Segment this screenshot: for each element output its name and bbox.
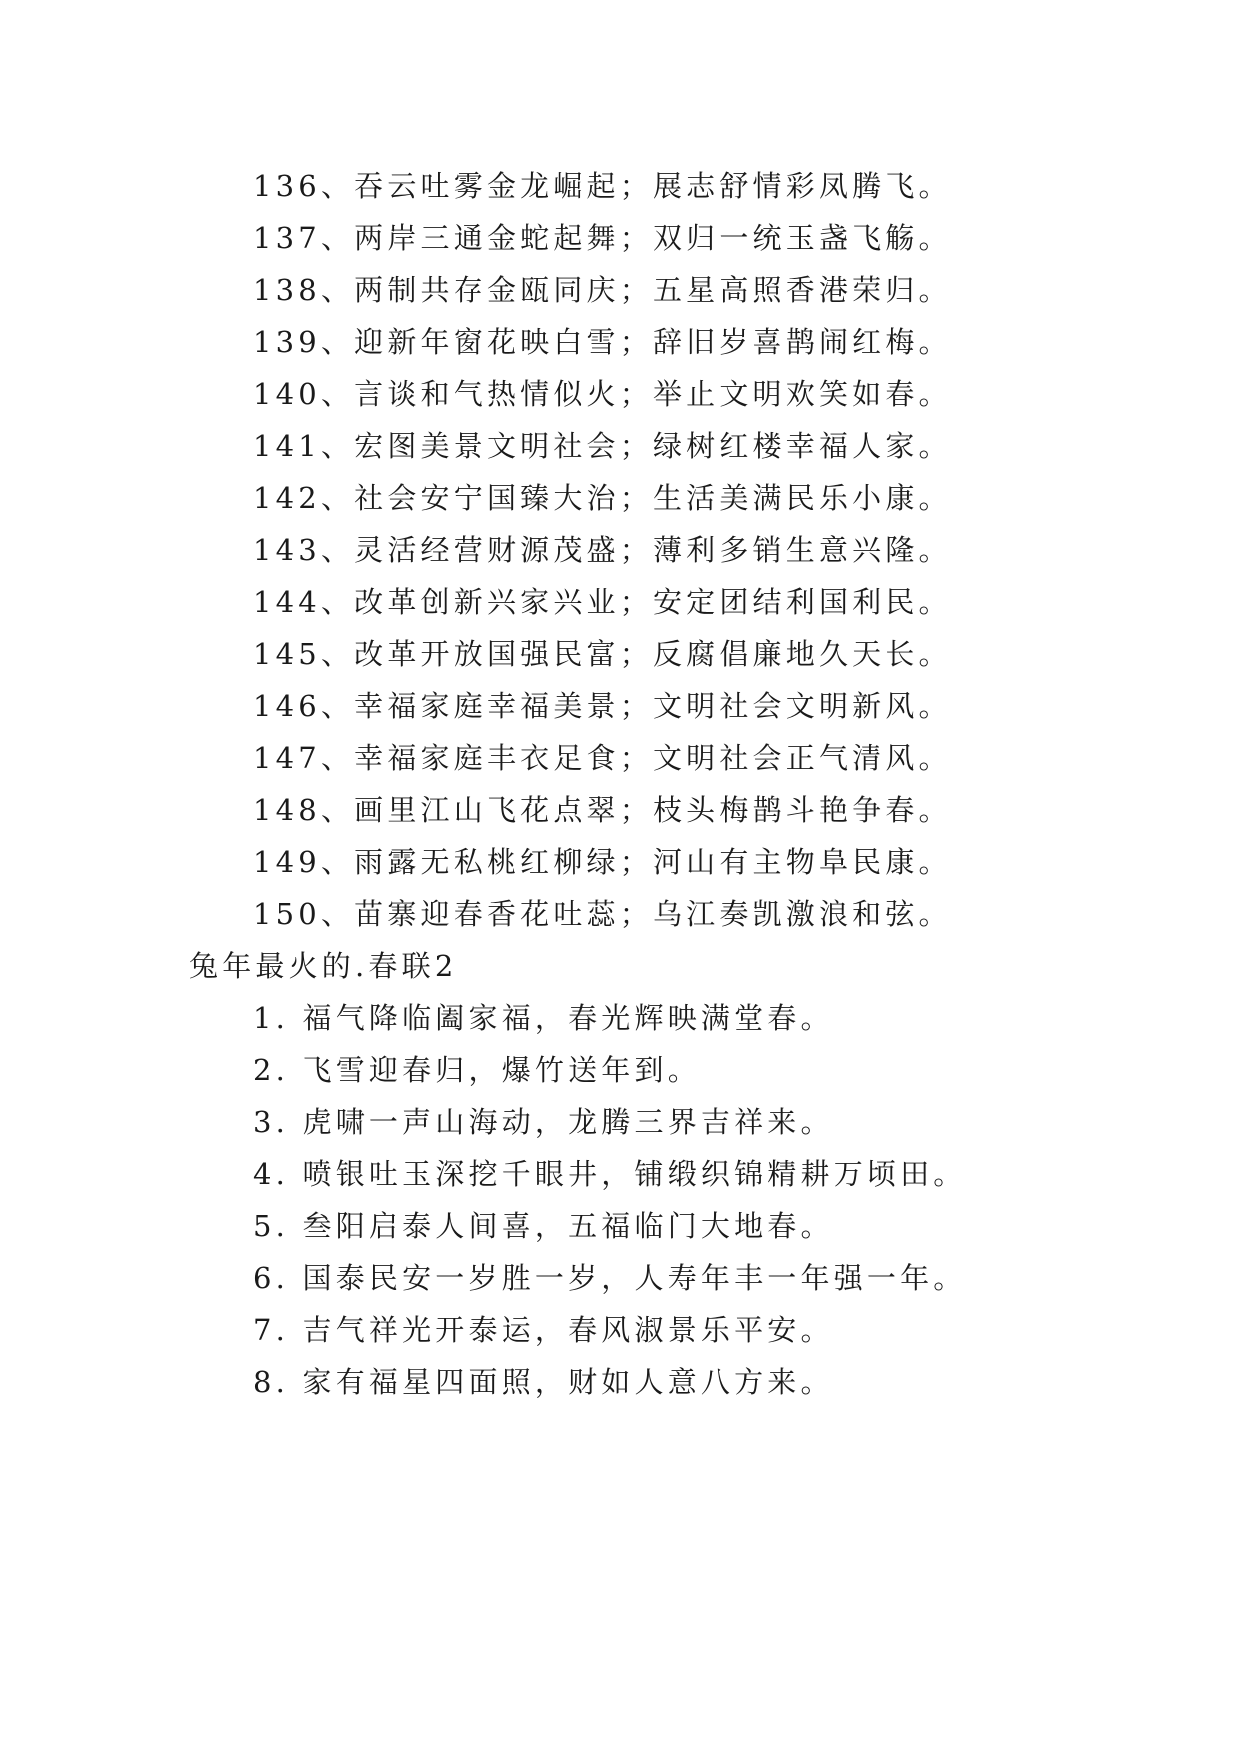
couplet-number: 148 bbox=[253, 793, 321, 827]
couplet-line bbox=[253, 166, 952, 206]
list-separator: 、 bbox=[320, 169, 355, 203]
couplet-text: 宏图美景文明社会；绿树红楼幸福人家。 bbox=[354, 429, 952, 463]
couplet-number: 4 bbox=[253, 1157, 276, 1191]
couplet-text: 灵活经营财源茂盛；薄利多销生意兴隆。 bbox=[354, 533, 952, 567]
couplet-number: 5 bbox=[253, 1209, 276, 1243]
list-separator: 、 bbox=[320, 741, 355, 775]
couplet-number: 139 bbox=[253, 325, 321, 359]
couplet-line bbox=[253, 1206, 834, 1246]
couplet-text: 画里江山飞花点翠；枝头梅鹊斗艳争春。 bbox=[354, 793, 952, 827]
list-separator: 、 bbox=[320, 897, 355, 931]
couplet-number: 142 bbox=[253, 481, 321, 515]
couplet-text: 国泰民安一岁胜一岁，人寿年丰一年强一年。 bbox=[302, 1261, 967, 1295]
couplet-text: 言谈和气热情似火；举止文明欢笑如春。 bbox=[354, 377, 952, 411]
list-separator: 、 bbox=[320, 325, 355, 359]
couplet-line bbox=[253, 1258, 967, 1298]
list-separator: 、 bbox=[320, 221, 355, 255]
couplet-line bbox=[253, 582, 952, 622]
list-separator: . bbox=[275, 1053, 303, 1087]
couplet-text: 社会安宁国臻大治；生活美满民乐小康。 bbox=[354, 481, 952, 515]
list-separator: 、 bbox=[320, 845, 355, 879]
couplet-line bbox=[253, 842, 952, 882]
couplet-line bbox=[253, 218, 952, 258]
couplet-line bbox=[253, 530, 952, 570]
couplet-number: 137 bbox=[253, 221, 321, 255]
couplet-text: 两制共存金瓯同庆；五星高照香港荣归。 bbox=[354, 273, 952, 307]
couplet-text: 幸福家庭丰衣足食；文明社会正气清风。 bbox=[354, 741, 952, 775]
list-separator: . bbox=[275, 1209, 303, 1243]
list-separator: 、 bbox=[320, 585, 355, 619]
couplet-number: 7 bbox=[253, 1313, 276, 1347]
list-separator: 、 bbox=[320, 429, 355, 463]
couplet-number: 149 bbox=[253, 845, 321, 879]
list-separator: 、 bbox=[320, 793, 355, 827]
couplet-line bbox=[253, 478, 952, 518]
couplet-number: 2 bbox=[253, 1053, 276, 1087]
couplet-number: 144 bbox=[253, 585, 321, 619]
couplet-number: 150 bbox=[253, 897, 321, 931]
couplet-text: 幸福家庭幸福美景；文明社会文明新风。 bbox=[354, 689, 952, 723]
list-separator: 、 bbox=[320, 533, 355, 567]
couplet-line bbox=[253, 270, 952, 310]
couplet-line bbox=[253, 1154, 967, 1194]
couplet-number: 3 bbox=[253, 1105, 276, 1139]
couplet-line bbox=[253, 998, 834, 1038]
couplet-number: 146 bbox=[253, 689, 321, 723]
couplet-number: 8 bbox=[253, 1365, 276, 1399]
couplet-line bbox=[253, 374, 952, 414]
couplet-line bbox=[253, 790, 952, 830]
couplet-text: 两岸三通金蛇起舞；双归一统玉盏飞觞。 bbox=[354, 221, 952, 255]
list-separator: . bbox=[275, 1001, 303, 1035]
list-separator: . bbox=[275, 1313, 303, 1347]
couplet-number: 140 bbox=[253, 377, 321, 411]
couplet-line bbox=[253, 1050, 701, 1090]
list-separator: . bbox=[275, 1105, 303, 1139]
list-separator: 、 bbox=[320, 689, 355, 723]
couplet-text: 叁阳启泰人间喜，五福临门大地春。 bbox=[302, 1209, 834, 1243]
list-separator: . bbox=[275, 1365, 303, 1399]
couplet-number: 147 bbox=[253, 741, 321, 775]
section-heading: 兔年最火的.春联2 bbox=[189, 949, 458, 983]
couplet-text: 迎新年窗花映白雪；辞旧岁喜鹊闹红梅。 bbox=[354, 325, 952, 359]
couplet-line bbox=[253, 1362, 834, 1402]
couplet-text: 改革创新兴家兴业；安定团结利国利民。 bbox=[354, 585, 952, 619]
couplet-line bbox=[253, 894, 952, 934]
couplet-text: 吉气祥光开泰运，春风淑景乐平安。 bbox=[302, 1313, 834, 1347]
list-separator: 、 bbox=[320, 481, 355, 515]
couplet-text: 飞雪迎春归，爆竹送年到。 bbox=[302, 1053, 701, 1087]
couplet-number: 145 bbox=[253, 637, 321, 671]
list-separator: 、 bbox=[320, 637, 355, 671]
list-separator: . bbox=[275, 1157, 303, 1191]
couplet-line bbox=[253, 686, 952, 726]
couplet-number: 138 bbox=[253, 273, 321, 307]
couplet-text: 苗寨迎春香花吐蕊；乌江奏凯激浪和弦。 bbox=[354, 897, 952, 931]
couplet-text: 福气降临阖家福，春光辉映满堂春。 bbox=[302, 1001, 834, 1035]
list-separator: 、 bbox=[320, 273, 355, 307]
couplet-text: 改革开放国强民富；反腐倡廉地久天长。 bbox=[354, 637, 952, 671]
couplet-number: 1 bbox=[253, 1001, 276, 1035]
couplet-text: 喷银吐玉深挖千眼井，铺缎织锦精耕万顷田。 bbox=[302, 1157, 967, 1191]
couplet-number: 143 bbox=[253, 533, 321, 567]
couplet-number: 136 bbox=[253, 169, 321, 203]
couplet-text: 家有福星四面照，财如人意八方来。 bbox=[302, 1365, 834, 1399]
couplet-number: 6 bbox=[253, 1261, 276, 1295]
couplet-line bbox=[253, 322, 952, 362]
couplet-number: 141 bbox=[253, 429, 321, 463]
list-separator: 、 bbox=[320, 377, 355, 411]
couplet-line bbox=[253, 738, 952, 778]
couplet-text: 雨露无私桃红柳绿；河山有主物阜民康。 bbox=[354, 845, 952, 879]
couplet-text: 吞云吐雾金龙崛起；展志舒情彩凤腾飞。 bbox=[354, 169, 952, 203]
couplet-line bbox=[253, 1310, 834, 1350]
couplet-text: 虎啸一声山海动，龙腾三界吉祥来。 bbox=[302, 1105, 834, 1139]
couplet-line bbox=[253, 1102, 834, 1142]
list-separator: . bbox=[275, 1261, 303, 1295]
couplet-line bbox=[253, 634, 952, 674]
couplet-line bbox=[253, 426, 952, 466]
